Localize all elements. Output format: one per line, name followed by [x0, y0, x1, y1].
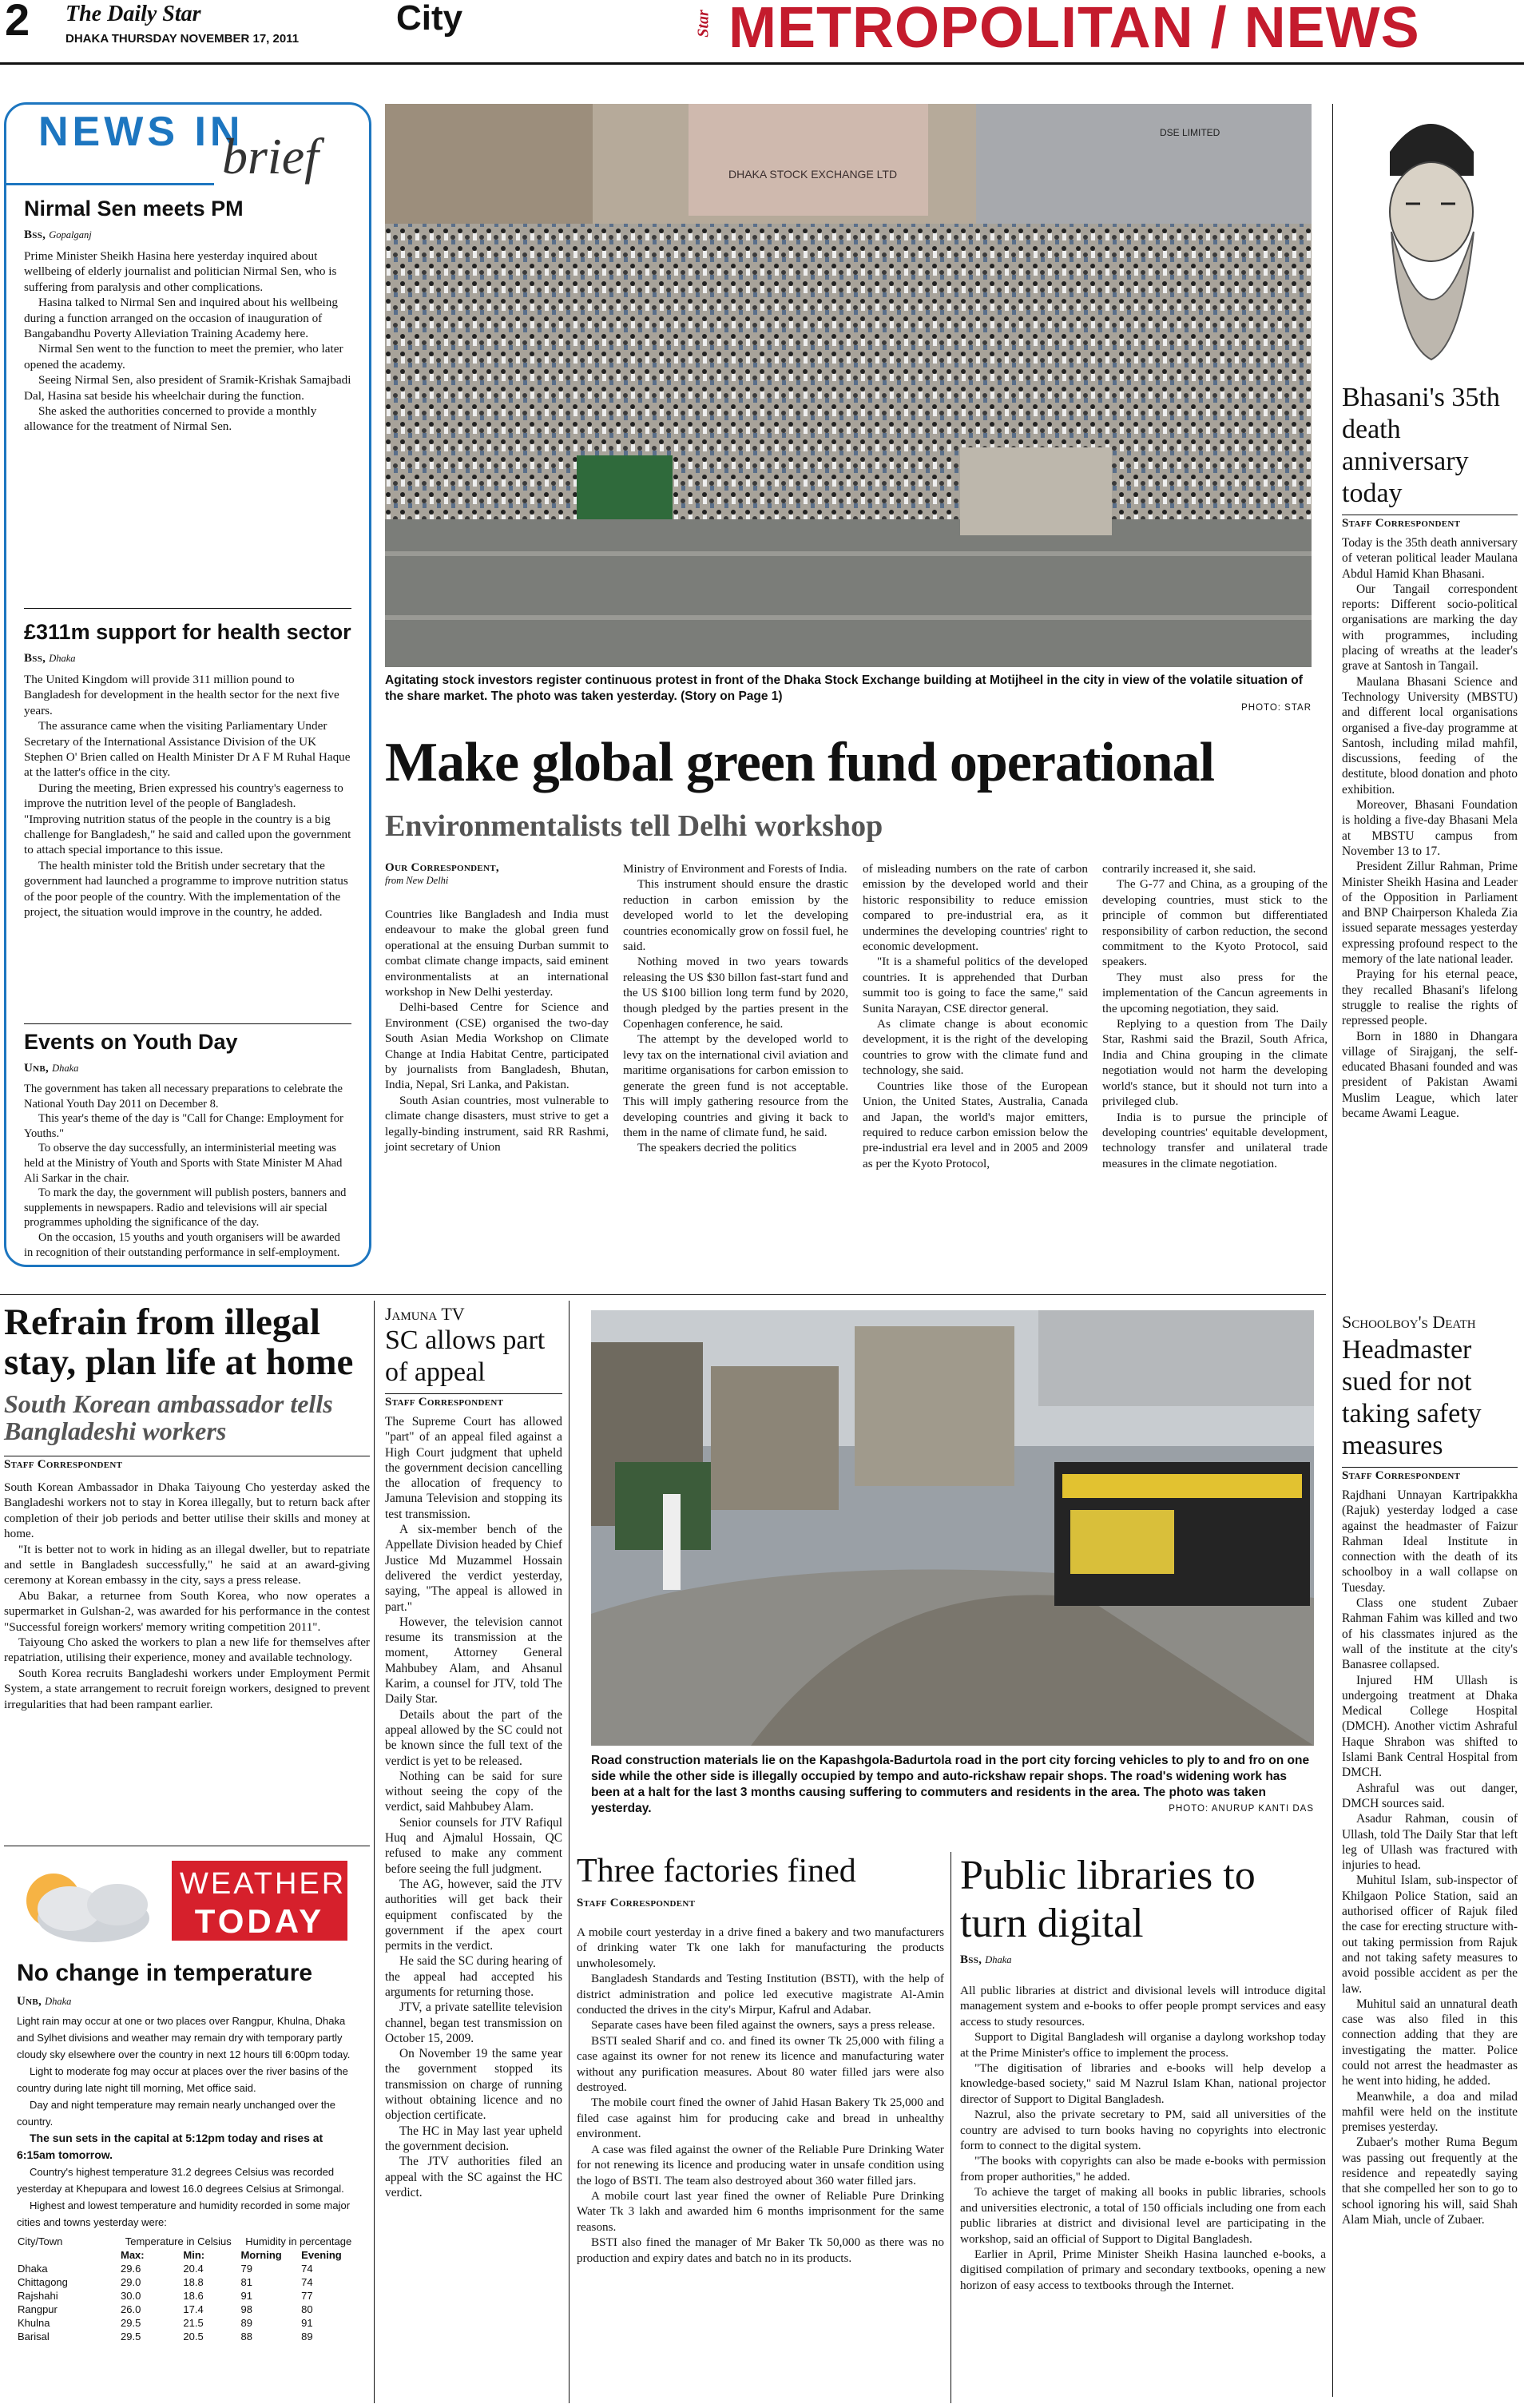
green-fund-col-4 — [1102, 861, 1328, 1171]
paragraph: Taiyoung Cho asked the workers to plan a new life for themselves after repatriation, utilising their experience, money and available technology. — [4, 1635, 370, 1665]
cell-evening: 77 — [301, 2290, 313, 2302]
headmaster-headline: Headmaster sued for not taking safety measures — [1342, 1335, 1482, 1460]
paragraph: Praying for his eternal peace, they recalled Bhasani's lifelong struggle to realise the rights of repressed people. — [1342, 968, 1518, 1028]
section-title: METROPOLITAN / NEWS — [728, 0, 1420, 60]
stock-exchange-photo-graphic — [385, 104, 1312, 667]
cell-city: Khulna — [18, 2317, 50, 2329]
bhasani-portrait — [1342, 104, 1518, 368]
cell-morning: 98 — [240, 2303, 252, 2315]
paragraph: This year's theme of the day is "Call for Change: Employment for Youths." — [24, 1112, 343, 1140]
paragraph: The JTV authorities filed an appeal with the SC against the HC verdict. — [385, 2155, 562, 2199]
paragraph: Class one student Zubaer Rahman Fahim was killed and two of his classmates injured as the wall of the institute at the city's Banasree collapsed. — [1342, 1596, 1518, 1672]
paragraph: BSTI sealed Sharif and co. and fined its owner Tk 25,000 with filing a case against its owner for not renew its licence and manufacturing water without any purification measures. About 80 water filled jars were also destroyed. — [577, 2033, 944, 2095]
paragraph: The AG, however, said the JTV authorities will get back their equipment confiscated by the government if the apex court permits in the verdict. — [385, 1877, 562, 1953]
section-city: City — [396, 0, 463, 38]
paragraph: South Asian countries, most vulnerable to climate change disasters, must strive to get a legally-binding instrument, said RR Rashmi, joint secretary of Union — [385, 1093, 609, 1154]
paragraph: President Zillur Rahman, Prime Minister Sheikh Hasina and Leader of the Opposition in Parliament and BNP Chairperson Khaleda Zia issued separate messages yesterday expressing profound respect to the memory of the late national leader. — [1342, 860, 1518, 967]
korea-jamuna-divider — [374, 1301, 375, 2403]
cell-min: 21.5 — [183, 2317, 204, 2329]
table-row — [15, 2303, 359, 2316]
brief-divider — [24, 1023, 351, 1024]
paragraph: A case was filed against the owner of the Reliable Pure Drinking Water for not renewing its licence and producing water in unsafe condition using the logo of BSTI. The team also destroyed about 360 water filled jars. — [577, 2142, 944, 2187]
paragraph: Ashraful was out danger, DMCH sources said. — [1342, 1781, 1518, 1810]
brief-item-nirmal-sen — [24, 197, 351, 435]
factories-article — [577, 1852, 944, 2266]
cell-city: Rajshahi — [18, 2290, 58, 2302]
paragraph: The mobile court fined the owner of Jahid Hasan Bakery Tk 25,000 and filed case against him for producing cake and bread in unhealthy environment. — [577, 2096, 944, 2141]
jamuna-body — [385, 1414, 562, 2200]
paragraph: Abu Bakar, a returnee from South Korea, who now operates a supermarket in Gulshan-2, was awarded for his performance in the contest "Successful foreign workers' memory writing competition 2011". — [4, 1588, 370, 1634]
paragraph: Separate cases have been filed against the owners, says a press release. — [591, 2018, 935, 2032]
paragraph: Bangladesh Standards and Testing Institution (BSTI), with the help of district administration and police led executive magistrate Al-Amin conducted the drives in the city's Mirpur, Kafrul and Adabar. — [577, 1972, 944, 2017]
paragraph: The United Kingdom will provide 311 million pound to Bangladesh for development in the health sector for the next five years. — [24, 673, 339, 717]
paragraph: BSTI also fined the manager of Mr Baker Tk 50,000 as there was no production and expiry dates and batch no in its products. — [577, 2235, 944, 2265]
page-number: 2 — [5, 0, 30, 45]
paragraph: "The digitisation of libraries and e-books will help develop a knowledge-based society," said M Nazrul Islam Khan, national projector director of Support to Digital Bangladesh. — [960, 2061, 1326, 2106]
libraries-body — [960, 1983, 1326, 2293]
green-fund-subhead: Environmentalists tell Delhi workshop — [385, 809, 883, 843]
libraries-headline: Public libraries to turn digital — [960, 1853, 1256, 1946]
paragraph: Nothing moved in two years towards releasing the US $30 billon fast-start fund and the US $100 billion long term fund by 2020, though pledged by the parties present in the Copenhagen conference, he said. — [623, 955, 848, 1031]
korea-article — [4, 1302, 370, 1712]
cell-evening: 91 — [301, 2317, 313, 2329]
subheader-max: Max: — [121, 2249, 145, 2261]
subheader-min: Min: — [183, 2249, 205, 2261]
weather-box — [4, 1846, 370, 2405]
brief-item-health-support — [24, 620, 351, 920]
paragraph: To achieve the target of making all books in public libraries, schools and universities electronic, a total of 150 officials including one from each public libraries at district and divisional level are participating in the workshop, said an official of Support to Digital Bangladesh. — [960, 2185, 1326, 2246]
paragraph: Injured HM Ullash is undergoing treatment at Dhaka Medical College Hospital (DMCH). Another victim Ashraful Haque Shrabon was shifted to Islami Bank Central Hospital from DMCH. — [1342, 1673, 1518, 1780]
paragraph: Countries like Bangladesh and India must endeavour to make the global green fund operational at the ensuing Durban summit to combat climate change impacts, said eminent environmentalists at an international workshop in New Delhi yesterday. — [385, 908, 609, 999]
weather-body — [17, 2013, 360, 2231]
brief-body — [24, 672, 351, 920]
cell-city: Rangpur — [18, 2303, 58, 2315]
headmaster-article — [1342, 1312, 1518, 2227]
byline-name: Our Correspondent, — [385, 861, 499, 874]
cell-evening: 74 — [301, 2276, 313, 2288]
paragraph: As climate change is about economic development, it is the right of the developing countries to grow with the climate fund and technology, she said. — [863, 1017, 1088, 1078]
paragraph: Our Tangail correspondent reports: Different socio-political organisations are marking the day with programmes, including placing of wreaths at the leader's grave at Santosh in Tangail. — [1342, 582, 1518, 674]
paragraph: JTV, a private satellite television channel, began test transmission on October 15, 2009. — [385, 2001, 562, 2045]
brief-divider — [24, 608, 351, 609]
brief-headline: Events on Youth Day — [24, 1030, 238, 1054]
table-row — [15, 2289, 359, 2303]
paragraph: Hasina talked to Nirmal Sen and inquired about his wellbeing during a function arranged on the occasion of inauguration of Bangabandhu Poverty Alleviation Training Academy here. — [24, 296, 338, 341]
paragraph: He said the SC during hearing of the appeal had accepted his arguments for returning those. — [385, 1954, 562, 1999]
factories-byline: Staff Correspondent — [577, 1897, 696, 1909]
paragraph: Born in 1880 in Dhangara village of Sirajganj, the self-educated Bhasani founded and was president of Pakistan Awami Muslim League, which later became Awami League. — [1342, 1029, 1518, 1120]
jamuna-headline: SC allows part of appeal — [385, 1325, 546, 1387]
paragraph: Light to moderate fog may occur at places over the river basins of the country during late night till morning, Met office said. — [17, 2065, 348, 2094]
cell-morning: 89 — [240, 2317, 252, 2329]
brief-headline: Nirmal Sen meets PM — [24, 197, 244, 221]
byline-dateline: from New Delhi — [385, 875, 449, 886]
star-logo: Star — [694, 10, 712, 38]
brief-title-news-in: NEWS IN — [38, 109, 244, 155]
paragraph: Zubaer's mother Ruma Begum was passing out frequently at the residence and repeatedly saying that she compelled her son to go to school ignoring his will, said Shah Alam Miah, uncle of Zubaer. — [1342, 2136, 1518, 2227]
jamuna-kicker: Jamuna TV — [385, 1304, 465, 1324]
paragraph: A six-member bench of the Appellate Division headed by Chief Justice Md Muzammel Hossain delivered the verdict yesterday, saying, "The appeal is allowed in part." — [385, 1523, 562, 1614]
green-fund-col-3 — [863, 861, 1088, 1171]
paragraph: Moreover, Bhasani Foundation is holding a five-day Bhasani Mela at MBSTU campus from November 13 to 17. — [1342, 798, 1518, 858]
paragraph: Highest and lowest temperature and humidity recorded in some major cities and towns yesterday were: — [17, 2199, 351, 2228]
paragraph: Seeing Nirmal Sen, also president of Sramik-Krishak Samajbadi Dal, Hasina sat beside his wheelchair during the function. — [24, 373, 351, 403]
paragraph: Details about the part of the appeal allowed by the SC could not be known since the full text of the verdict is yet to be released. — [385, 1707, 562, 1768]
paragraph: Ministry of Environment and Forests of India. — [623, 862, 847, 876]
bhasani-sketch-graphic — [1342, 104, 1518, 368]
weather-badge-today: TODAY — [194, 1902, 325, 1940]
paragraph: However, the television cannot resume its transmission at the moment, Attorney General Mahbubey Alam, and Ahsanul Karim, a counsel for JTV, told The Daily Star. — [385, 1615, 562, 1707]
paragraph: The G-77 and China, as a grouping of the developing countries, must stick to the principle of common but differentiated responsibility of carbon reduction, the second commitment to the Kyoto Protocol, said speakers. — [1102, 877, 1328, 969]
paragraph: Today is the 35th death anniversary of veteran political leader Maulana Abdul Hamid Khan Bhasani. — [1342, 536, 1518, 581]
paragraph: Earlier in April, Prime Minister Sheikh Hasina launched e-books, a digitised compilation of primary and secondary textbooks, opening a new horizon of easy access to textbooks through the Internet. — [960, 2247, 1326, 2292]
paragraph: She asked the authorities concerned to provide a monthly allowance for the treatment of Nirmal Sen. — [24, 404, 317, 434]
road-photo-caption: Road construction materials lie on the Kapashgola-Badurtola road in the port city forcing vehicles to ply to and fro on one side while the other side is illegally occupied by tempo and auto-rickshaw repair shops. The road's widening work has been at a halt for the last 3 months causing suffering to commuters and residents in the area. The photo was taken yesterday. — [591, 1754, 1310, 1815]
brief-title-brief: brief — [222, 128, 319, 185]
paragraph: Nothing can be said for sure without seeing the copy of the verdict, said Mahbubey Alam. — [385, 1769, 562, 1814]
cell-max: 29.6 — [121, 2263, 141, 2275]
cell-morning: 81 — [240, 2276, 252, 2288]
jamuna-photo-divider — [569, 1301, 570, 2403]
brief-body — [24, 248, 351, 435]
brief-title-rule — [6, 183, 214, 185]
paragraph: Support to Digital Bangladesh will organise a daylong workshop today at the Prime Minister's office to implement the process. — [960, 2030, 1326, 2060]
right-column-divider — [1332, 104, 1333, 2397]
road-construction-photo — [591, 1310, 1314, 1746]
paragraph: Senior counsels for JTV Rafiqul Huq and Ajmalul Hossain, QC refused to make any comment before seeing the full judgment. — [385, 1815, 562, 1876]
weather-cloud-icon — [6, 1861, 165, 1949]
paragraph: Countries like those of the European Union, the United States, Australia, Canada and Japan, the world's major emitters, required to reduce carbon emission below the pre-industrial era level and in 2005 and 2009 as per the Kyoto Protocol, — [863, 1079, 1088, 1170]
headmaster-byline: Staff Correspondent — [1342, 1467, 1518, 1483]
cell-morning: 91 — [240, 2290, 252, 2302]
col-temperature: Temperature in Celsius — [125, 2235, 232, 2247]
cell-max: 29.0 — [121, 2276, 141, 2288]
cell-morning: 88 — [240, 2331, 252, 2342]
paragraph: Meanwhile, a doa and milad mahfil were held on the institute premises yesterday. — [1342, 2089, 1518, 2135]
subheader-blank — [15, 2248, 118, 2262]
paragraph: "The books with copyrights can also be made e-books with permission from proper authorities," he added. — [960, 2154, 1326, 2183]
korea-headline: Refrain from illegal stay, plan life at home — [4, 1301, 354, 1383]
sunrise-sunset-line: The sun sets in the capital at 5:12pm today and rises at 6:15am tomorrow. — [17, 2132, 323, 2161]
masthead — [0, 0, 1524, 64]
paragraph: Replying to a question from The Daily Star, Rashmi said the Brazil, South Africa, India and China grouping in the climate negotiation would not harm the developing world's stance, but it should not turn into a privileged club. — [1102, 1017, 1328, 1109]
brief-byline: Unb, Dhaka — [24, 1062, 79, 1075]
stock-exchange-photo — [385, 104, 1312, 667]
stock-photo-caption: Agitating stock investors register continuous protest in front of the Dhaka Stock Exchange building at Motijheel in the city in view of the volatile situation of the share market. The photo was taken yesterday. (Story on Page 1) — [385, 674, 1303, 703]
paragraph: Delhi-based Centre for Science and Environment (CSE) organised the two-day South Asian Media Workshop on Climate Change at India Habitat Centre, participated by journalists from Bangladesh, Bhutan, India, Nepal, Sri Lanka, and Pakistan. — [385, 1000, 609, 1092]
cell-min: 20.5 — [183, 2331, 204, 2342]
korea-body — [4, 1480, 370, 1712]
masthead-rule — [0, 62, 1524, 65]
factories-body — [577, 1925, 944, 2266]
edition-date: DHAKA THURSDAY NOVEMBER 17, 2011 — [65, 32, 300, 46]
news-in-brief-box — [4, 102, 371, 1267]
cell-max: 26.0 — [121, 2303, 141, 2315]
jamuna-byline: Staff Correspondent — [385, 1393, 562, 1409]
weather-today-badge — [172, 1861, 347, 1941]
paragraph: On November 19 the same year the government stopped its transmission on charge of running without obtaining licence and no objection certificate. — [385, 2047, 562, 2123]
cell-city: Barisal — [18, 2331, 50, 2342]
korea-subhead: South Korean ambassador tells Bangladeshi workers — [4, 1389, 333, 1445]
paragraph: Day and night temperature may remain nearly unchanged over the country. — [17, 2099, 335, 2128]
paragraph: South Korea recruits Bangladeshi workers under Employment Permit System, a state arrangement to recruit foreign workers, designed to prevent irregularities that had been rampant earlier. — [4, 1666, 370, 1711]
paragraph: This instrument should ensure the drastic reduction in carbon emission by the developed world to let the developing countries economically grow on fossil fuel, he said. — [623, 877, 848, 954]
cell-morning: 79 — [240, 2263, 252, 2275]
paragraph: The speakers decried the politics — [637, 1141, 797, 1155]
road-photo-credit: PHOTO: ANURUP KANTI DAS — [1169, 1804, 1314, 1814]
stock-photo-credit: PHOTO: STAR — [1241, 703, 1312, 713]
weather-table-header — [15, 2235, 359, 2248]
paragraph: The assurance came when the visiting Parliamentary Under Secretary of the International Assistance Division of the UK Stephen O' Brien called on Health Minister Dr A F M Ruhal Haque at the latter's office in the city. — [24, 719, 351, 780]
green-fund-col-1 — [385, 907, 609, 1155]
weather-headline: No change in temperature — [17, 1960, 313, 1986]
paragraph: India is to pursue the principle of developing countries' equitable development, technology transfer and unilateral trade measures in the climate negotiation. — [1102, 1110, 1328, 1170]
cell-evening: 89 — [301, 2331, 313, 2342]
col-humidity: Humidity in percentage — [245, 2235, 352, 2247]
paragraph: Nirmal Sen went to the function to meet the premier, who later opened the academy. — [24, 342, 343, 372]
cell-max: 30.0 — [121, 2290, 141, 2302]
brief-body — [24, 1082, 351, 1260]
weather-byline: Unb, Dhaka — [17, 1995, 72, 2008]
paragraph: of misleading numbers on the rate of carbon emission by the developed world and their historic responsibility to reduce emission compared to pre-industrial era, as it undermines the developing countries' right to economic development. — [863, 862, 1088, 954]
libraries-byline: Bss, Dhaka — [960, 1953, 1012, 1966]
paragraph: contrarily increased it, she said. — [1102, 862, 1256, 876]
paragraph: Country's highest temperature 31.2 degrees Celsius was recorded yesterday at Khepupara and lowest 16.0 degrees Celsius at Srimongal. — [17, 2166, 344, 2195]
photo-sign-dse-limited: DSE LIMITED — [1160, 127, 1220, 138]
paragraph: During the meeting, Brien expressed his country's eagerness to improve the nutrition level of the people of Bangladesh. "Improving nutrition status of the people in the country is a big challenge for Bangladesh," he said and called upon the government to attach special importance to this issue. — [24, 781, 351, 857]
photo-sign-dse: DHAKA STOCK EXCHANGE LTD — [728, 168, 898, 181]
headmaster-kicker: Schoolboy's Death — [1342, 1312, 1476, 1332]
brief-headline: £311m support for health sector — [24, 620, 351, 644]
paragraph: Asadur Rahman, cousin of Ullash, told The Daily Star that left leg of Ullash was fractured with injuries to head. — [1342, 1812, 1518, 1873]
paragraph: The HC in May last year upheld the government decision. — [385, 2124, 562, 2153]
cell-max: 29.5 — [121, 2331, 141, 2342]
paragraph: The attempt by the developed world to levy tax on the international civil aviation and maritime organisations for carbon emission to generate the green fund is not acceptable. This will imply gathering resource from the developing countries and giving it back to them in the name of climate fund, he said. — [623, 1032, 848, 1139]
green-fund-headline: Make global green fund operational — [385, 732, 1215, 793]
middle-horizontal-rule — [0, 1294, 1326, 1295]
cell-evening: 80 — [301, 2303, 313, 2315]
weather-table — [15, 2235, 359, 2343]
cell-max: 29.5 — [121, 2317, 141, 2329]
factories-headline: Three factories fined — [577, 1853, 856, 1889]
paragraph: Prime Minister Sheikh Hasina here yesterday inquired about wellbeing of elderly journalist and politician Nirmal Sen, who is suffering from paralysis and other complications. — [24, 249, 337, 294]
cell-min: 18.6 — [183, 2290, 204, 2302]
weather-badge-weather: WEATHER — [180, 1867, 347, 1901]
paragraph: Maulana Bhasani Science and Technology University (MBSTU) and different local organisations organised a five-day programme at Santosh, including milad mahfil, discussions, feeding of the destitute, blood donation and photo exhibition. — [1342, 674, 1518, 797]
paper-name-logo: The Daily Star — [65, 2, 201, 26]
cell-city: Chittagong — [18, 2276, 68, 2288]
brief-byline: Bss, Gopalganj — [24, 228, 92, 241]
cell-min: 20.4 — [183, 2263, 204, 2275]
paragraph: The government has taken all necessary preparations to celebrate the National Youth Day 2011 on December 8. — [24, 1083, 343, 1111]
paragraph: "It is better not to work in hiding as an illegal dweller, but to repatriate and settle in Bangladesh successfully," he said at an award-giving ceremony at Korean embassy in the city, says a press release. — [4, 1542, 370, 1587]
paragraph: They must also press for the implementation of the Cancun agreements in the upcoming negotiation, they said. — [1102, 970, 1328, 1015]
paragraph: To mark the day, the government will publish posters, banners and supplements in newspapers. Radio and televisions will air special programmes upholding the significance of the day. — [24, 1186, 347, 1230]
paragraph: All public libraries at district and divisional levels will introduce digital management system and e-books to offer people prompt services and easy access to study resources. — [960, 1984, 1326, 2029]
bhasani-headline: Bhasani's 35th death anniversary today — [1342, 383, 1500, 508]
bhasani-byline: Staff Correspondent — [1342, 515, 1518, 530]
paragraph: Rajdhani Unnayan Kartripakkha (Rajuk) yesterday lodged a case against the headmaster of Faizur Rahman Ideal Institute in connection with the death of its schoolboy in a wall collapse on Tuesday. — [1342, 1488, 1518, 1595]
weather-table-subheader — [15, 2248, 359, 2262]
paragraph: The health minister told the British under secretary that the government had launched a programme to improve nutrition status of the poor people of the country. With the implementation of the project, the situation would improve in the country, he added. — [24, 858, 348, 920]
bhasani-article — [1342, 382, 1518, 1121]
paragraph: "It is a shameful politics of the developed countries. It is apprehended that Durban summit too is going to face the same," said Sunita Narayan, CSE director general. — [863, 955, 1088, 1015]
subheader-evening: Evening — [301, 2249, 342, 2261]
paragraph: To observe the day successfully, an interministerial meeting was held at the Ministry of Youth and Sports with State Minister M Ahad Ali Sarkar in the chair. — [24, 1142, 343, 1185]
cell-min: 18.8 — [183, 2276, 204, 2288]
brief-item-youth-day — [24, 1030, 351, 1260]
green-fund-byline — [385, 861, 593, 887]
libraries-article — [960, 1852, 1326, 2293]
paragraph: On the occasion, 15 youths and youth organisers will be awarded in recognition of their outstanding performance in self-employment. — [24, 1230, 340, 1259]
table-row — [15, 2275, 359, 2289]
table-row — [15, 2262, 359, 2275]
paragraph: Muhitul said an unnatural death case was also filed in this connection adding that they are investigating the matter. Police could not arrest the headmaster as he went into hiding, he added. — [1342, 1997, 1518, 2088]
korea-byline: Staff Correspondent — [4, 1456, 370, 1472]
headmaster-body — [1342, 1488, 1518, 2227]
paragraph: Muhitul Islam, sub-inspector of Khilgaon Police Station, said an authorised officer of Rajuk filed the case for erecting structure without taking permission from Rajuk and not taking safety measures to avoid possible accident as per the law. — [1342, 1874, 1518, 1996]
bhasani-body — [1342, 535, 1518, 1121]
green-fund-col-2 — [623, 861, 848, 1156]
paragraph: A mobile court last year fined the owner of Reliable Pure Drinking Water Tk 3 lakh and awarded him 6 months imprisonment for the same reasons. — [577, 2188, 944, 2234]
brief-byline: Bss, Dhaka — [24, 652, 76, 665]
cell-evening: 74 — [301, 2263, 313, 2275]
paragraph: Light rain may occur at one or two places over Rangpur, Khulna, Dhaka and Sylhet divisions and weather may remain dry with temporary partly cloudy sky elsewhere over the country in next 12 hours till 6:00pm today. — [17, 2015, 351, 2060]
cell-min: 17.4 — [183, 2303, 204, 2315]
col-city: City/Town — [18, 2235, 63, 2247]
paragraph: A mobile court yesterday in a drive fined a bakery and two manufacturers of drinking water Tk one lakh for manufacturing the products unwholesomely. — [577, 1925, 944, 1970]
table-row — [15, 2330, 359, 2343]
cell-city: Dhaka — [18, 2263, 48, 2275]
paragraph: Nazrul, also the private secretary to PM, said all universities of the country are advised to turn books having no copyrights into electronic form to connect to the digital system. — [960, 2108, 1326, 2153]
road-construction-photo-graphic — [591, 1310, 1314, 1746]
paragraph: South Korean Ambassador in Dhaka Taiyoung Cho yesterday asked the Bangladeshi workers not to stay in Korea illegally, but to return back after completion of their job periods and better utilise their skills and money at home. — [4, 1480, 370, 1541]
table-row — [15, 2316, 359, 2330]
jamuna-article — [385, 1304, 562, 2200]
paragraph: The Supreme Court has allowed "part" of an appeal filed against a High Court judgment that upheld the government decision cancelling the allocation of frequency to Jamuna Television and stopping its test transmission. — [385, 1415, 562, 1521]
subheader-morning: Morning — [240, 2249, 282, 2261]
